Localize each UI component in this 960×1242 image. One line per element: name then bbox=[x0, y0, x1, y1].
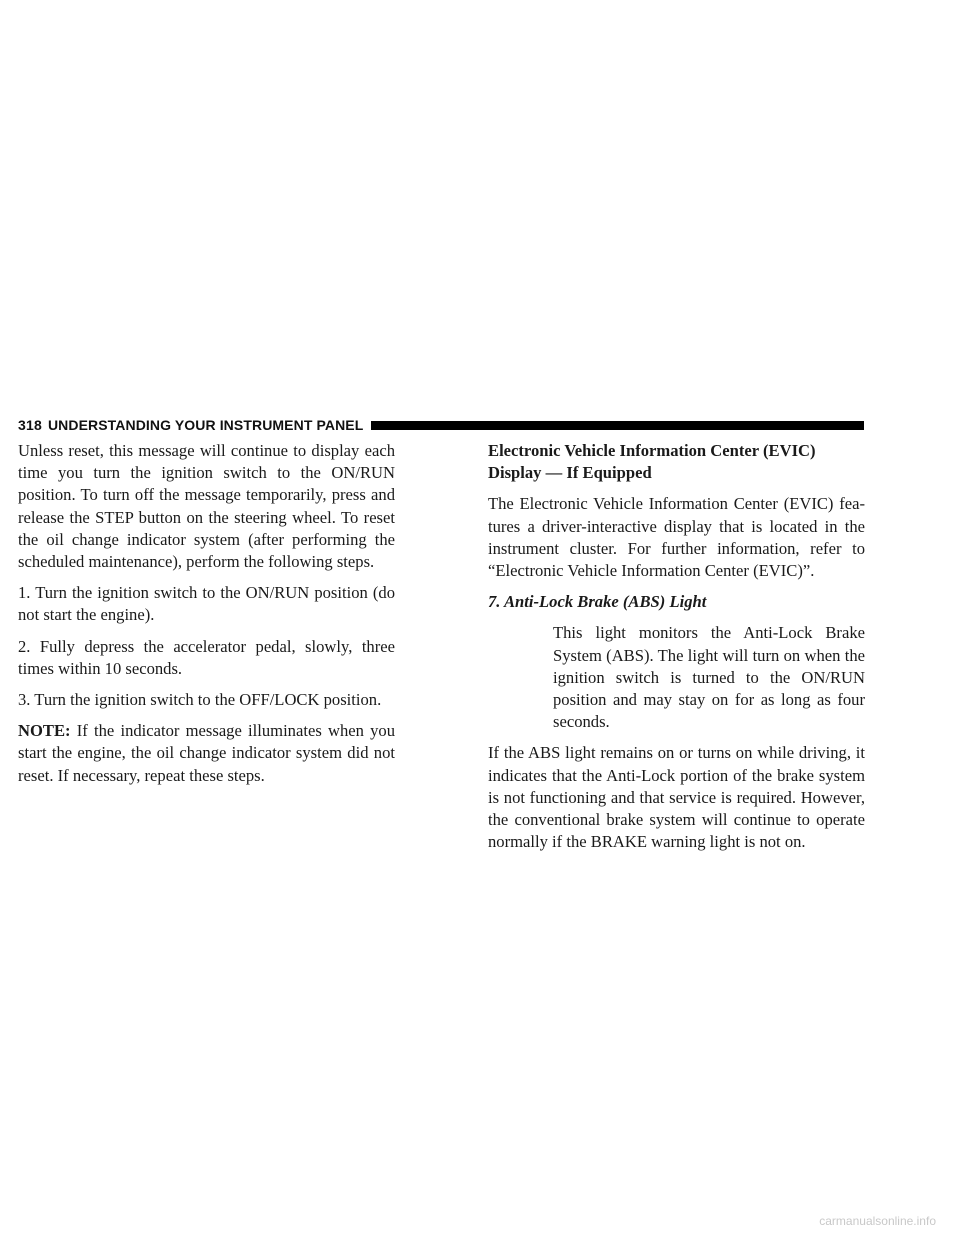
abs-heading: 7. Anti-Lock Brake (ABS) Light bbox=[488, 592, 707, 612]
abs-indented-paragraph: This light monitors the Anti-Lock Brake System (ABS). The light will turn on when the ignition switch is turned to the ON/RUN position and may stay on for as long as four seconds. bbox=[553, 623, 865, 732]
evic-heading bbox=[488, 440, 865, 484]
chapter-title: UNDERSTANDING YOUR INSTRUMENT PANEL bbox=[47, 417, 364, 433]
page-header bbox=[18, 416, 864, 434]
right-column bbox=[488, 440, 865, 862]
left-column bbox=[18, 440, 395, 796]
step-2: 2. Fully depress the accelerator pedal, slowly, three times within 10 seconds. bbox=[18, 636, 395, 678]
evic-heading-line-2: Display — If Equipped bbox=[488, 463, 652, 483]
intro-paragraph: Unless reset, this message will continue to display each time you turn the ignition switch to the ON/RUN position. To turn off the message temporarily, press and release the STEP button on the steering wheel. To reset the oil change indicator system (after performing the scheduled maintenance), perform the following steps. bbox=[18, 441, 395, 572]
evic-heading-line-1: Electronic Vehicle Information Center (EVIC) bbox=[488, 441, 816, 460]
page-number: 318 bbox=[18, 417, 42, 433]
note-text: If the indicator message illuminates when you start the engine, the oil change indicator system did not reset. If necessary, repeat these steps. bbox=[18, 721, 395, 785]
watermark: carmanualsonline.info bbox=[819, 1214, 936, 1228]
step-3: 3. Turn the ignition switch to the OFF/LOCK position. bbox=[18, 690, 382, 710]
evic-paragraph: The Electronic Vehicle Information Center (EVIC) features a driver-interactive display that is located in the instrument cluster. For further information, refer to “Electronic Vehicle Information Center (EVIC)”. bbox=[488, 494, 865, 581]
header-rule bbox=[371, 421, 864, 430]
note-label: NOTE: bbox=[18, 721, 71, 741]
step-1: 1. Turn the ignition switch to the ON/RUN position (do not start the engine). bbox=[18, 583, 395, 625]
abs-paragraph: If the ABS light remains on or turns on while driving, it indicates that the Anti-Lock portion of the brake system is not functioning and that service is required. However, the conventional brake system will continue to operate normally if the BRAKE warning light is not on. bbox=[488, 743, 865, 852]
note-paragraph bbox=[18, 720, 395, 787]
